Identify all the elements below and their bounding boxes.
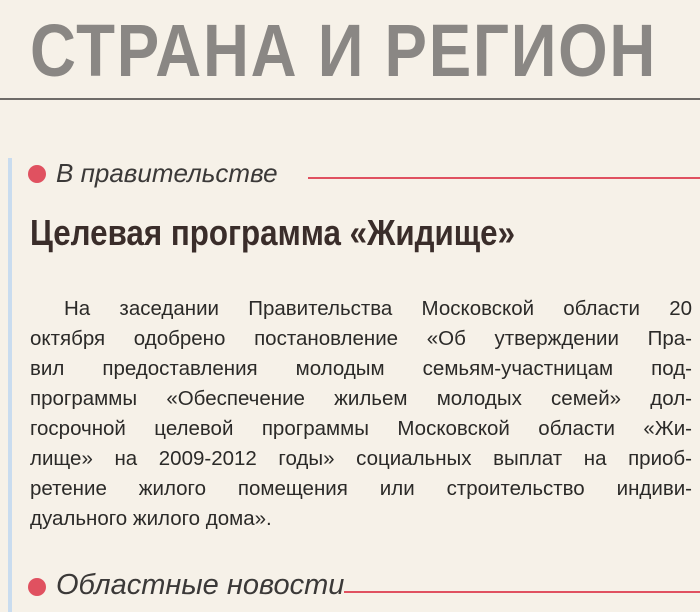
margin-bar [8,158,12,612]
section-header-regional-news [18,566,700,606]
bullet-dot-icon [28,165,46,183]
article-headline: Целевая программа «Жидище» [30,212,516,253]
article-line: ретение жилого помещения или строительство индиви- [30,477,692,500]
article-line: лище» на 2009-2012 годы» социальных выплат на приоб- [30,447,692,470]
masthead-title: СТРАНА И РЕГИОН [30,9,658,92]
section-label: Областные новости [56,569,345,601]
masthead [0,0,700,100]
article-line: программы «Обеспечение жильем молодых семей» дол- [30,387,692,410]
masthead-rule [0,98,700,100]
article-line: дуального жилого дома». [30,507,272,530]
section-header-government [18,156,700,196]
section-rule [308,177,700,179]
article-line: октября одобрено постановление «Об утверждении Пра- [30,327,692,350]
bullet-dot-icon [28,578,46,596]
article-line: вил предоставления молодым семьям-участницам под- [30,357,692,380]
article-body [30,294,692,534]
article-line: На заседании Правительства Московской области 20 [64,297,692,320]
section-rule [344,591,700,593]
article-line: госрочной целевой программы Московской области «Жи- [30,417,692,440]
section-label: В правительстве [56,158,278,188]
